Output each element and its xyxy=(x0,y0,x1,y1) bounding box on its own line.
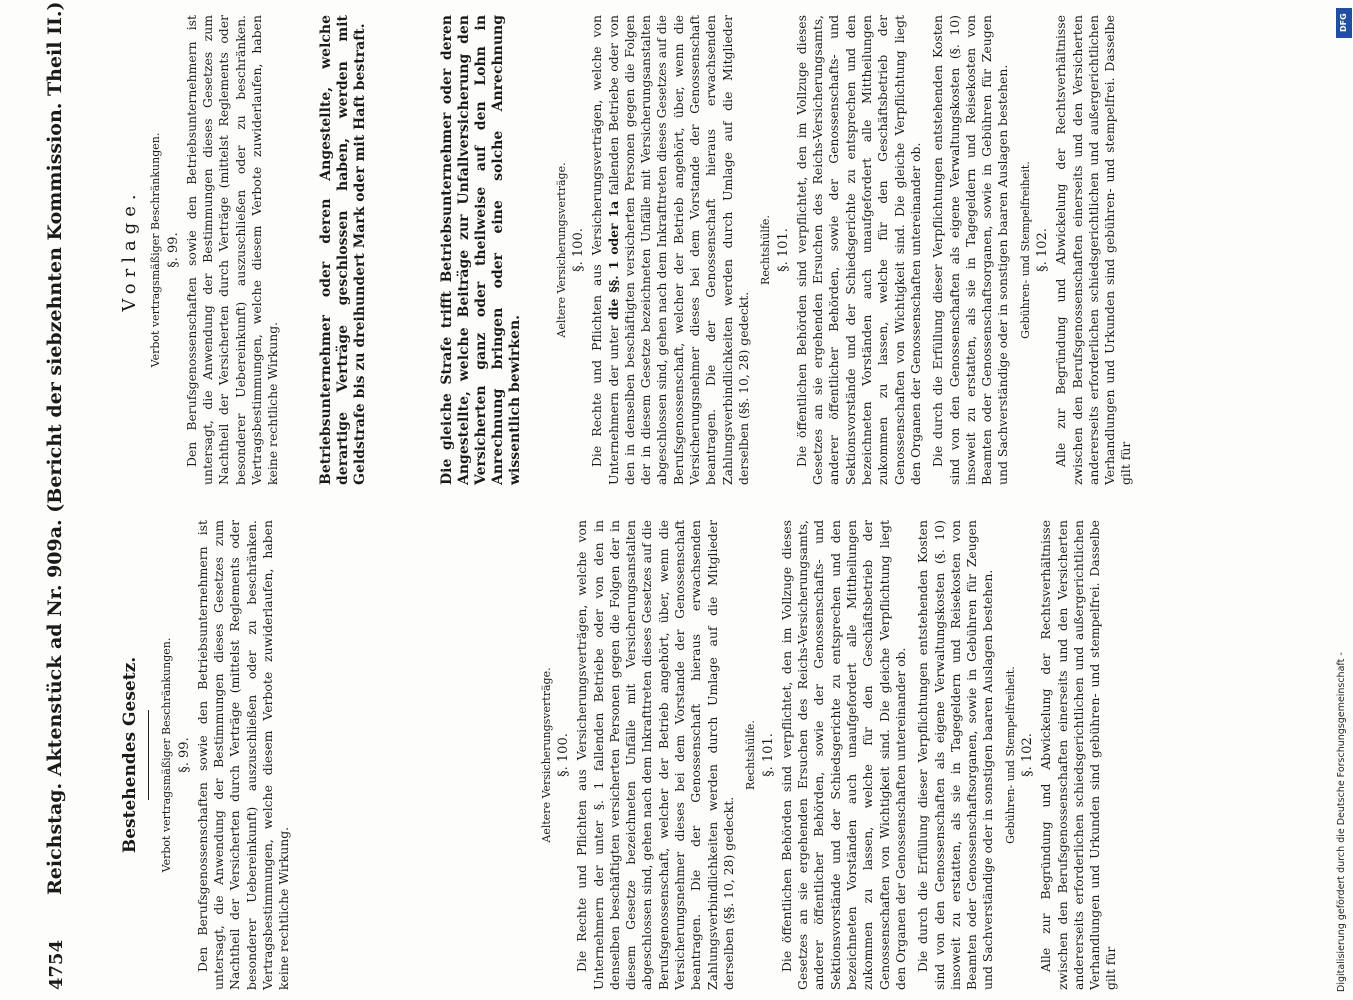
section-99-title: Verbot vertragsmäßiger Beschränkungen. xyxy=(160,637,174,873)
page-number: 4754 xyxy=(46,939,67,990)
section-102-number: §. 102. xyxy=(1019,733,1035,777)
section-99-title: Verbot vertragsmäßiger Beschränkungen. xyxy=(149,132,163,368)
section-102-number: §. 102. xyxy=(1034,228,1050,272)
section-100-text-part-b: fallenden Betriebe oder von den in denselben beschäftigten versicherten Personen gegen die Folgen der in diesem Gesetze bezeichneten Unfälle mit Versicherungsanstalten abgeschlossen sind, gehen nach dem Inkrafttreten dieses Gesetzes auf die Berufsgenossenschaft, welcher der Betrieb angehört, über, wenn die Versicherungsnehmer dieses bei dem Vorstande der Genossenschaft beantragen. Die der Genossenschaft hieraus erwachsenden Zahlungsverbindlichkeiten werden durch Umlage auf die Mitglieder derselben (§§. 10, 28) gedeckt. xyxy=(605,15,751,485)
section-100-text: Die Rechte und Pflichten aus Versicherungsverträgen, welche von Unternehmern der unter §. 1 fallenden Betriebe oder von den in denselben beschäftigten versicherten Personen gegen die Folgen der in diesem Gesetze bezeichneten Unfälle mit Versicherungsanstalten abgeschlossen sind, gehen nach dem Inkrafttreten dieses Gesetzes auf die Berufsgenossenschaft, welcher der Betrieb angehört, über, wenn die Versicherungsnehmer dieses bei dem Vorstande der Genossenschaft beantragen. Die der Genossenschaft hieraus erwachsenden Zahlungsverbindlichkeiten werden durch Umlage auf die Mitglieder derselben (§§. 10, 28) gedeckt. xyxy=(574,520,736,990)
heading-rule xyxy=(148,710,149,800)
section-100-title: Aeltere Versicherungsverträge. xyxy=(539,667,553,843)
section-100-text xyxy=(589,15,752,485)
section-99-number: §. 99. xyxy=(176,737,192,773)
page-header xyxy=(42,1,76,990)
column-gap xyxy=(417,520,535,990)
left-column-existing-law xyxy=(122,520,1126,990)
amendment-same-penalty-text: Die gleiche Strafe trifft Betriebsunternehmer oder deren Angestellte, welche Beiträge zur Unfallversicherung den Versicherten ganz oder theilweise auf den Lohn in Anrechnung bringen oder eine solche Anrechnung wissentlich bewirken. xyxy=(438,15,523,485)
section-101-number: §. 101. xyxy=(760,733,776,777)
digitization-credit: Digitalisierung gefördert durch die Deutsche Forschungsgemeinschaft - xyxy=(1336,652,1347,992)
section-101-text-2: Die durch die Erfüllung dieser Verpflichtungen entstehenden Kosten sind von den Genossenschaften als eigene Verwaltungskosten (§. 10) insoweit zu erstatten, als sie in Tagegeldern und Reisekosten von Beamten oder Genossenschaftsorganen, sowie in Gebühren für Zeugen und Sachverständige oder in sonstigen baaren Auslagen bestehen. xyxy=(915,520,996,990)
section-101-text-2: Die durch die Erfüllung dieser Verpflichtungen entstehenden Kosten sind von den Genossenschaften als eigene Verwaltungskosten (§. 10) insoweit zu erstatten, als sie in Tagegeldern und Reisekosten von Beamten oder Genossenschaftsorganen, sowie in Gebühren für Zeugen und Sachverständige oder in sonstigen baaren Auslagen bestehen. xyxy=(930,15,1011,485)
section-102-title: Gebühren- und Stempelfreiheit. xyxy=(1003,666,1017,844)
section-99-text: Den Berufsgenossenschaften sowie den Betriebsunternehmern ist untersagt, die Anwendung der Bestimmungen dieses Gesetzes zum Nachtheil der Versicherten durch Verträge (mittelst Reglements oder besonderer Uebereinkunft) auszuschließen oder zu beschränken. Vertragsbestimmungen, welche diesem Verbote zuwiderlaufen, haben keine rechtliche Wirkung. xyxy=(194,520,292,990)
section-101-title: Rechtshülfe. xyxy=(744,720,758,790)
left-column-heading: Bestehendes Gesetz. xyxy=(120,656,140,854)
column-gap xyxy=(299,520,417,990)
rotated-page-content xyxy=(42,1,1312,990)
section-100-text-part-a: Die Rechte und Pflichten aus Versicherungsverträgen, welche von Unternehmern der unter xyxy=(589,15,621,485)
section-100-amended-reference: die §§. 1 oder 1a xyxy=(605,200,621,320)
section-101-text-1: Die öffentlichen Behörden sind verpflichtet, den im Vollzuge dieses Gesetzes an sie ergehenden Ersuchen des Reichs-Versicherungsamts, anderer öffentlicher Behörden, sowie der Genossenschafts- und Sektionsvorstände und der Schiedsgerichte zu entsprechen und den bezeichneten Vorständen auch unaufgefordert alle Mittheilungen zukommen zu lassen, welche für den Geschäftsbetrieb der Genossenschaften von Wichtigkeit sind. Die gleiche Verpflichtung liegt den Organen der Genossenschaften untereinander ob. xyxy=(778,520,908,990)
section-100-title: Aeltere Versicherungsverträge. xyxy=(554,162,568,338)
section-99-number: §. 99. xyxy=(165,232,181,268)
dfg-logo: DFG xyxy=(1336,8,1352,38)
right-column-heading: Vorlage. xyxy=(119,188,140,312)
section-101-text-1: Die öffentlichen Behörden sind verpflichtet, den im Vollzuge dieses Gesetzes an sie ergehenden Ersuchen des Reichs-Versicherungsamts, anderer öffentlicher Behörden, sowie der Genossenschafts- und Sektionsvorstände und der Schiedsgerichte zu entsprechen und den bezeichneten Vorständen auch unaufgefordert alle Mittheilungen zukommen zu lassen, welche für den Geschäftsbetrieb der Genossenschaften von Wichtigkeit sind. Die gleiche Verpflichtung liegt den Organen der Genossenschaften untereinander ob. xyxy=(793,15,923,485)
page-header-title: Reichstag. Aktenstück ad Nr. 909a. (Bericht der siebzehnten Kommission. Theil II.) xyxy=(44,1,66,895)
section-102-text: Alle zur Begründung und Abwickelung der Rechtsverhältnisse zwischen den Berufsgenossenschaften einerseits und den Versicherten andererseits erforderlichen schiedsgerichtlichen und außergerichtlichen Verhandlungen und Urkunden sind gebühren- und stempelfrei. Dasselbe gilt für xyxy=(1038,520,1119,990)
right-column-proposal xyxy=(119,15,1141,485)
section-101-title: Rechtshülfe. xyxy=(759,215,773,285)
section-102-text: Alle zur Begründung und Abwickelung der Rechtsverhältnisse zwischen den Berufsgenossenschaften einerseits und den Versicherten andererseits erforderlichen schiedsgerichtlichen und außergerichtlichen Verhandlungen und Urkunden sind gebühren- und stempelfrei. Dasselbe gilt für xyxy=(1053,15,1134,485)
section-99-text: Den Berufsgenossenschaften sowie den Betriebsunternehmern ist untersagt, die Anwendung der Bestimmungen dieses Gesetzes zum Nachtheil der Versicherten durch Verträge (mittelst Reglements oder besonderer Uebereinkunft) auszuschließen oder zu beschränken. Vertragsbestimmungen, welche diesem Verbote zuwiderlaufen, haben keine rechtliche Wirkung. xyxy=(183,15,281,485)
section-101-number: §. 101. xyxy=(775,228,791,272)
section-102-title: Gebühren- und Stempelfreiheit. xyxy=(1018,161,1032,339)
section-100-number: §. 100. xyxy=(555,733,571,777)
section-100-number: §. 100. xyxy=(570,228,586,272)
amendment-penalty-text: Betriebsunternehmer oder deren Angestellte, welche derartige Verträge geschlossen haben, werden mit Geldstrafe bis zu dreihundert Mark oder mit Haft bestraft. xyxy=(317,15,368,485)
